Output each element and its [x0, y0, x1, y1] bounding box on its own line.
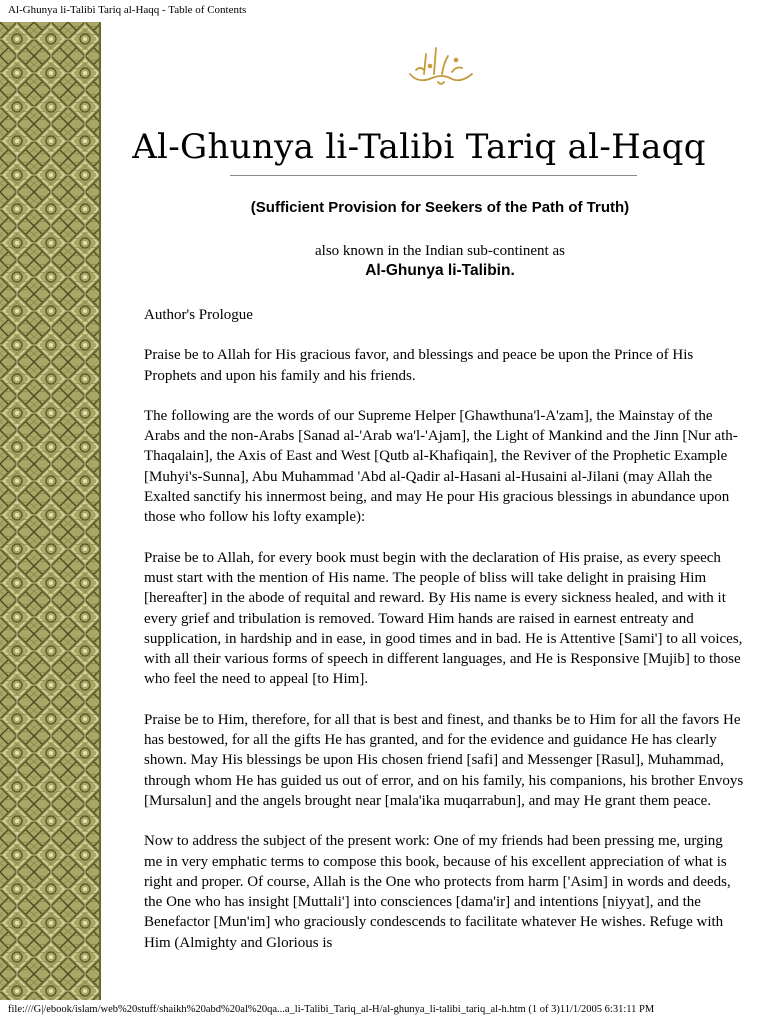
- document-body: [144, 305, 744, 973]
- paragraph: Praise be to Allah for His gracious favor, and blessings and peace be upon the Prince of His Prophets and upon his family and his friends.: [144, 347, 694, 384]
- paragraph: Praise be to Allah, for every book must begin with the declaration of His praise, as every speech must start with the mention of His name. The people of bliss will take delight in praising Him [hereafter] in the abode of requital and reward. By His name is every sickness healed, and with it every grief and tribulation is removed. Toward Him hands are raised in earnest entreaty and supplication, in hardship and in ease, in good times and in bad. He is Attentive [Sami'] to all voices, with all their various forms of speech in different languages, and He is Responsive [Mujib] to those who feel the need to appeal [to Him].: [144, 549, 743, 688]
- print-footer: file:///G|/ebook/islam/web%20stuff/shaikh%20abd%20al%20qa...a_li-Talibi_Tariq_al-H/al-ghunya_li-talibi_tariq_al-h.htm (1 of 3)11/1/2005 6:31:11 PM: [8, 1004, 655, 1015]
- paragraph: Now to address the subject of the present work: One of my friends had been pressing me, urging me in very emphatic terms to compose this book, because of his excellent appreciation of what is right and proper. Of course, Allah is the One who protects from harm ['Asim] in words and deeds, the One who has insight [Muttali'] into consciences [dama'ir] and intentions [niyyat], and the Benefactor [Mun'im] who graciously condescends to facilitate whatever He wishes. Refuge with Him (Almighty and Glorious is: [144, 833, 731, 951]
- calligraphy-ornament-icon: [404, 44, 478, 88]
- prologue-heading: Author's Prologue: [144, 307, 253, 323]
- alternate-name-intro: also known in the Indian sub-continent as: [315, 243, 565, 259]
- title-divider: [230, 175, 637, 176]
- paragraph: The following are the words of our Supreme Helper [Ghawthuna'l-A'zam], the Mainstay of the Arabs and the non-Arabs [Sanad al-'Arab wa'l-'Ajam], the Light of Mankind and the Jinn [Nur ath-Thaqalain], the Axis of East and West [Qutb al-Khafiqain], the Reviver of the Prophetic Example [Muhyi's-Sunna], Abu Muhammad 'Abd al-Qadir al-Hasani al-Husaini al-Jilani (may Allah the Exalted sanctify his innermost being, and may He pour His gracious blessings in abundance upon those who follow his lofty example):: [144, 407, 738, 526]
- print-header: Al-Ghunya li-Talibi Tariq al-Haqq - Table of Contents: [8, 4, 247, 16]
- paragraph: Praise be to Him, therefore, for all that is best and finest, and thanks be to Him for all the favors He has bestowed, for all the gifts He has granted, and for the evidence and guidance He has clearly shown. May His blessings be upon His chosen friend [safi] and Messenger [Rasul], Muhammad, through whom He has guided us out of error, and on his family, his companions, his brother Envoys [Mursalun] and the angels brought near [mala'ika muqarrabun], and may He grant them peace.: [144, 711, 744, 809]
- geometric-pattern: [0, 22, 101, 1000]
- page-title: Al-Ghunya li-Talibi Tariq al-Haqq: [132, 126, 706, 167]
- subtitle: (Sufficient Provision for Seekers of the Path of Truth): [250, 199, 630, 216]
- alternate-title: Al-Ghunya li-Talibin.: [365, 262, 515, 279]
- ornamental-border: [0, 22, 101, 1000]
